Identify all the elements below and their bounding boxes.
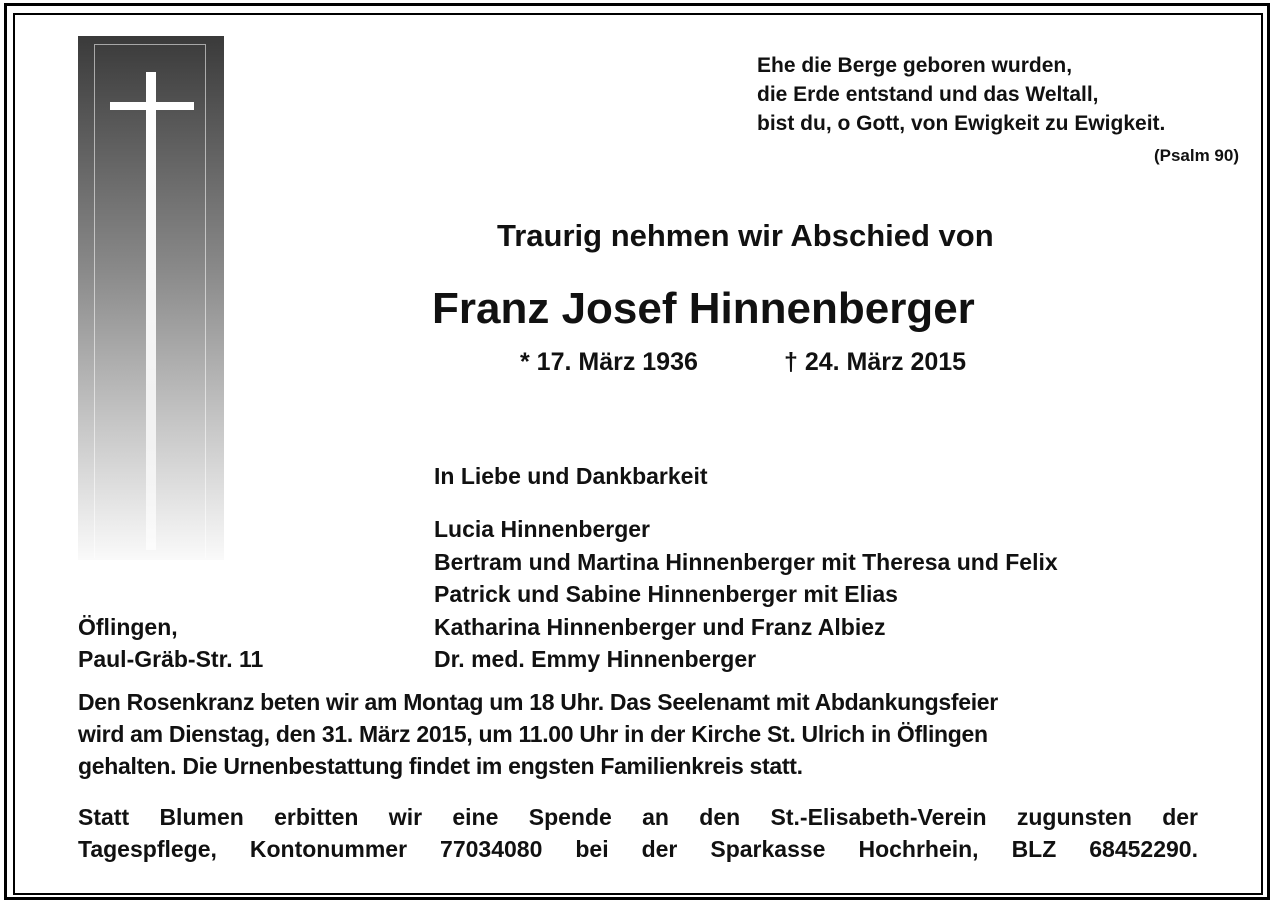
cross-image [78,36,224,560]
address-street: Paul-Gräb-Str. 11 [78,646,264,672]
dedication: In Liebe und Dankbarkeit [434,463,708,489]
mourner-item: Dr. med. Emmy Hinnenberger [434,646,757,672]
psalm-line: die Erde entstand und das Weltall, [757,83,1099,106]
deceased-name: Franz Josef Hinnenberger [432,284,975,333]
service-line: Den Rosenkranz beten wir am Montag um 18 Uhr. Das Seelenamt mit Abdankungsfeier [78,689,998,715]
mourner-item: Patrick und Sabine Hinnenberger mit Elias [434,581,898,607]
psalm-line: bist du, o Gott, von Ewigkeit zu Ewigkeit. [757,112,1166,135]
birth-date: * 17. März 1936 [520,348,698,376]
cross-icon-vertical-beam [146,72,156,550]
service-line: wird am Dienstag, den 31. März 2015, um 11.00 Uhr in der Kirche St. Ulrich in Öflingen [78,721,988,747]
mourner-item: Katharina Hinnenberger und Franz Albiez [434,614,886,640]
donation-line: Tagespflege, Kontonummer 77034080 bei der Sparkasse Hochrhein, BLZ 68452290. [78,836,1198,862]
mourner-item: Lucia Hinnenberger [434,516,650,542]
death-date: † 24. März 2015 [784,348,967,376]
psalm-reference: (Psalm 90) [1153,146,1239,165]
cross-icon-horizontal-beam [110,102,194,110]
donation-line: Statt Blumen erbitten wir eine Spende an den St.-Elisabeth-Verein zugunsten der [78,804,1198,830]
address-town: Öflingen, [78,614,178,640]
intro-heading: Traurig nehmen wir Abschied von [497,218,994,253]
service-line: gehalten. Die Urnenbestattung findet im engsten Familienkreis statt. [78,753,803,779]
mourner-item: Bertram und Martina Hinnenberger mit Theresa und Felix [434,549,1058,575]
psalm-line: Ehe die Berge geboren wurden, [757,54,1073,77]
